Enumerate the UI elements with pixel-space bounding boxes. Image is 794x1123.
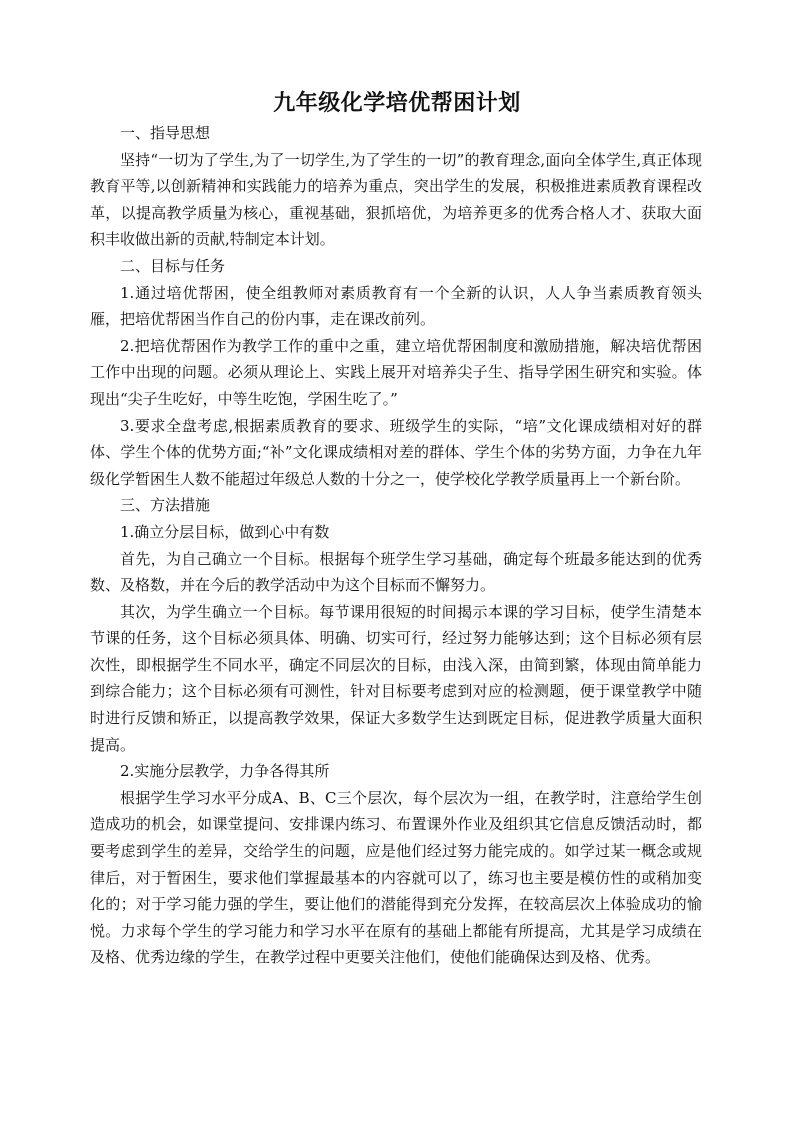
paragraph: 1.通过培优帮困，使全组教师对素质教育有一个全新的认识，人人争当素质教育领头雁，把培优帮困当作自己的份内事，走在课改前列。 bbox=[90, 283, 702, 329]
document-body bbox=[90, 120, 702, 971]
paragraph: 2.把培优帮困作为教学工作的重中之重，建立培优帮困制度和激励措施，解决培优帮困工作中出现的问题。必须从理论上、实践上展开对培养尖子生、指导学困生研究和实验。体现出“尖子生吃好，中等生吃饱，学困生吃了。” bbox=[90, 336, 702, 408]
subheading: 1.确立分层目标，做到心中有数 bbox=[120, 522, 330, 541]
heading-methods: 三、方法措施 bbox=[120, 496, 211, 515]
heading-goals-tasks: 二、目标与任务 bbox=[120, 256, 226, 275]
paragraph: 首先，为自己确立一个目标。根据每个班学生学习基础，确定每个班最多能达到的优秀数、及格数，并在今后的教学活动中为这个目标而不懈努力。 bbox=[90, 549, 702, 595]
paragraph: 其次，为学生确立一个目标。每节课用很短的时间揭示本课的学习目标，使学生清楚本节课的任务，这个目标必须具体、明确、切实可行，经过努力能够达到；这个目标必须有层次性，即根据学生不同水平，确定不同层次的目标，由浅入深，由简到繁，体现由简单能力到综合能力；这个目标必须有可测性，针对目标要考虑到对应的检测题，便于课堂教学中随时进行反馈和矫正，以提高教学效果，保证大多数学生达到既定目标，促进教学质量大面积提高。 bbox=[90, 602, 702, 754]
subheading: 2.实施分层教学，力争各得其所 bbox=[120, 762, 330, 781]
paragraph: 3.要求全盘考虑,根据素质教育的要求、班级学生的实际，“培”文化课成绩相对好的群体、学生个体的优势方面;“补”文化课成绩相对差的群体、学生个体的劣势方面，力争在九年级化学暂困生人数不能超过年级总人数的十分之一，使学校化学教学质量再上一个新台阶。 bbox=[90, 416, 702, 488]
document-title: 九年级化学培优帮困计划 bbox=[273, 90, 521, 116]
paragraph: 坚持“一切为了学生,为了一切学生,为了学生的一切”的教育理念,面向全体学生,真正体现教育平等,以创新精神和实践能力的培养为重点，突出学生的发展，积极推进素质教育课程改革，以提高教学质量为核心，重视基础，狠抓培优，为培养更多的优秀合格人才、获取大面积丰收做出新的贡献,特制定本计划。 bbox=[90, 150, 702, 249]
paragraph: 根据学生学习水平分成A、B、C三个层次，每个层次为一组，在教学时，注意给学生创造成功的机会，如课堂提问、安排课内练习、布置课外作业及组织其它信息反馈活动时，都要考虑到学生的差异，交给学生的问题，应是他们经过努力能完成的。如学过某一概念或规律后，对于暂困生，要求他们掌握最基本的内容就可以了，练习也主要是模仿性的或稍加变化的；对于学习能力强的学生，要让他们的潜能得到充分发挥，在较高层次上体验成功的愉悦。力求每个学生的学习能力和学习水平在原有的基础上都能有所提高，尤其是学习成绩在及格、优秀边缘的学生，在教学过程中更要关注他们，使他们能确保达到及格、优秀。 bbox=[90, 788, 702, 967]
heading-guiding-ideology: 一、指导思想 bbox=[120, 124, 211, 142]
